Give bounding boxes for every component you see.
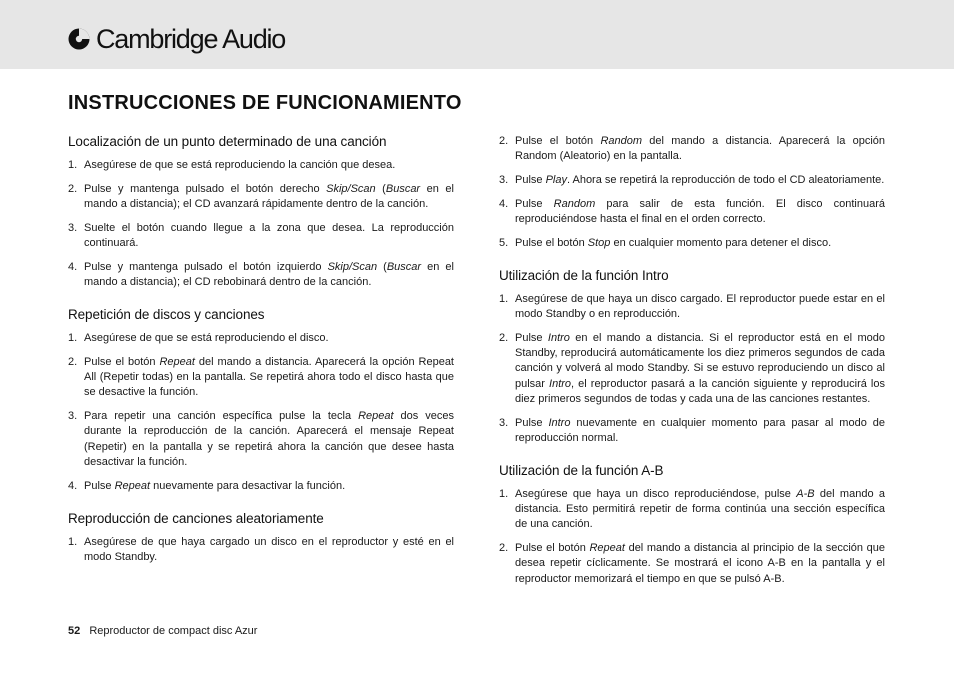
item-text: Pulse el botón xyxy=(84,356,160,368)
item-number: 3. xyxy=(68,410,78,423)
item-number: 5. xyxy=(499,236,509,249)
item-text: del mando a distancia. Esto permitirá repetir de forma continúa una sección específica de una canción. xyxy=(515,488,886,531)
item-number: 4. xyxy=(68,260,78,273)
item-emphasis: Random xyxy=(553,197,596,210)
item-text: del mando a distancia. Aparecerá la opción Random (Aleatorio) en la pantalla. xyxy=(515,135,885,163)
item-number: 4. xyxy=(68,479,78,492)
item-text: Pulse xyxy=(515,332,548,344)
item-emphasis: Repeat xyxy=(358,410,394,423)
item-number: 4. xyxy=(499,197,509,210)
list-item xyxy=(499,416,885,446)
item-emphasis: Repeat xyxy=(159,356,195,368)
item-text: Asegúrese de que se está reproduciendo el disco. xyxy=(84,332,329,345)
item-text: nuevamente para desactivar la función. xyxy=(150,479,346,492)
item-text: Asegúrese de que haya cargado un disco en el reproductor y esté en el modo Standby. xyxy=(84,535,454,564)
item-text: Asegúrese que haya un disco reproduciéndose, pulse xyxy=(515,488,797,501)
list-item xyxy=(499,541,885,587)
item-emphasis: Buscar xyxy=(386,260,422,273)
item-text: ( xyxy=(375,182,386,195)
page-header xyxy=(0,0,954,69)
instruction-list xyxy=(499,134,885,251)
item-emphasis: Repeat xyxy=(114,479,151,492)
item-text: Pulse xyxy=(515,197,554,210)
left-column xyxy=(68,134,454,582)
list-item xyxy=(68,479,454,494)
item-text: ( xyxy=(377,260,387,273)
item-text: Pulse xyxy=(515,416,549,429)
list-item xyxy=(68,409,454,470)
list-item xyxy=(68,331,454,346)
item-text: en el mando a distancia); el CD avanzará rápidamente dentro de la canción. xyxy=(84,182,454,210)
page-number: 52 xyxy=(68,625,81,637)
list-item xyxy=(499,134,885,164)
item-text: del mando a distancia. Aparecerá la opción Repeat All (Repetir todas) en la pantalla. Se repetirá ahora todo el disco hasta que se desactive la función. xyxy=(84,356,454,399)
list-item xyxy=(68,355,454,401)
item-number: 2. xyxy=(499,135,509,147)
item-text: Pulse el botón xyxy=(515,236,588,249)
item-number: 1. xyxy=(499,293,509,305)
item-number: 2. xyxy=(499,542,509,555)
item-text: del mando a distancia al principio de la sección que desea repetir cíclicamente. Se mostrará el icono A-B en la pantalla y el reproductor memorizará el tiempo en que se pulsó A-B. xyxy=(515,542,885,585)
item-emphasis: Buscar xyxy=(385,182,421,195)
item-emphasis: Intro xyxy=(549,377,572,390)
instruction-list xyxy=(68,331,454,494)
item-number: 2. xyxy=(499,332,509,344)
brand-name: Cambridge Audio xyxy=(96,24,286,54)
right-column xyxy=(499,134,885,604)
instruction-list xyxy=(499,292,885,446)
item-number: 3. xyxy=(499,174,509,186)
instruction-list xyxy=(68,535,454,565)
list-item xyxy=(499,173,885,188)
item-number: 1. xyxy=(68,159,78,171)
section-heading: Reproducción de canciones aleatoriamente xyxy=(68,510,324,526)
item-text: Pulse el botón xyxy=(515,542,590,555)
page-title: INSTRUCCIONES DE FUNCIONAMIENTO xyxy=(68,92,462,114)
section-heading: Utilización de la función Intro xyxy=(499,268,669,283)
item-text: Suelte el botón cuando llegue a la zona que desea. La reproducción continuará. xyxy=(84,221,454,249)
item-text: , el reproductor pasará a la canción siguiente y reproducirá los diez primeros segundos de todas y cada una de las canciones restantes. xyxy=(515,377,885,405)
item-text: Asegúrese de que haya un disco cargado. El reproductor puede estar en el modo Standby o en reproducción. xyxy=(515,293,885,321)
list-item xyxy=(68,158,454,173)
section xyxy=(499,463,885,587)
item-text: para salir de esta función. El disco continuará reproduciéndose hasta el final en el orden correcto. xyxy=(515,197,885,225)
item-number: 2. xyxy=(68,356,78,368)
instruction-list xyxy=(68,158,454,290)
section xyxy=(68,134,454,290)
item-emphasis: A-B xyxy=(796,488,815,501)
list-item xyxy=(499,236,885,251)
item-text: Para repetir una canción específica pulse la tecla xyxy=(84,410,359,423)
item-text: nuevamente en cualquier momento para pasar al modo de reproducción normal. xyxy=(515,416,885,444)
item-text: Pulse y mantenga pulsado el botón derecho xyxy=(84,182,327,195)
section xyxy=(499,134,885,251)
brand-logo xyxy=(68,24,285,54)
section xyxy=(499,268,885,446)
item-emphasis: Repeat xyxy=(589,542,625,555)
list-item xyxy=(499,487,885,533)
item-text: Asegúrese de que se está reproduciendo la canción que desea. xyxy=(84,159,396,171)
list-item xyxy=(499,331,885,407)
section-heading: Repetición de discos y canciones xyxy=(68,307,265,323)
item-emphasis: Intro xyxy=(547,332,570,344)
item-text: en el mando a distancia. Si el reproductor está en el modo Standby, reproducirá automáticamente los diez primeros segundos de cada canción y volverá al modo Standby. Si se estuvo reproduciendo un disco al pulsar xyxy=(515,332,885,390)
list-item xyxy=(68,260,454,290)
section xyxy=(68,511,454,565)
item-text: Pulse xyxy=(84,479,115,492)
item-number: 1. xyxy=(499,488,509,501)
item-text: . Ahora se repetirá la reproducción de todo el CD aleatoriamente. xyxy=(566,174,885,186)
list-item xyxy=(499,197,885,227)
list-item xyxy=(499,292,885,322)
item-number: 3. xyxy=(68,221,78,234)
item-text: dos veces durante la reproducción de la canción. Aparecerá el mensaje Repeat (Repetir) en la pantalla y se repetirá ahora la canción que desee hasta desactivar la función. xyxy=(84,410,454,468)
item-text: en el mando a distancia); el CD rebobinará dentro de la canción. xyxy=(84,260,454,288)
list-item xyxy=(68,182,454,212)
item-emphasis: Intro xyxy=(548,416,571,429)
instruction-list xyxy=(499,487,885,587)
section-heading: Localización de un punto determinado de una canción xyxy=(68,134,387,149)
item-text: en cualquier momento para detener el disco. xyxy=(610,236,832,249)
item-number: 3. xyxy=(499,416,509,429)
item-text: Pulse el botón xyxy=(515,135,601,147)
item-emphasis: Random xyxy=(600,135,643,147)
footer-text: Reproductor de compact disc Azur xyxy=(89,625,258,637)
section-heading: Utilización de la función A-B xyxy=(499,463,664,479)
page-footer xyxy=(68,625,257,637)
item-emphasis: Skip/Scan xyxy=(327,260,378,273)
list-item xyxy=(68,535,454,565)
item-number: 1. xyxy=(68,535,78,548)
section xyxy=(68,307,454,494)
item-text: Pulse xyxy=(515,174,546,186)
cambridge-audio-logo-icon xyxy=(68,28,90,50)
item-emphasis: Play xyxy=(545,174,567,186)
item-emphasis: Skip/Scan xyxy=(326,182,376,195)
item-emphasis: Stop xyxy=(587,236,611,249)
item-text: Pulse y mantenga pulsado el botón izquierdo xyxy=(84,260,328,273)
list-item xyxy=(68,221,454,251)
item-number: 1. xyxy=(68,332,78,345)
item-number: 2. xyxy=(68,182,78,195)
